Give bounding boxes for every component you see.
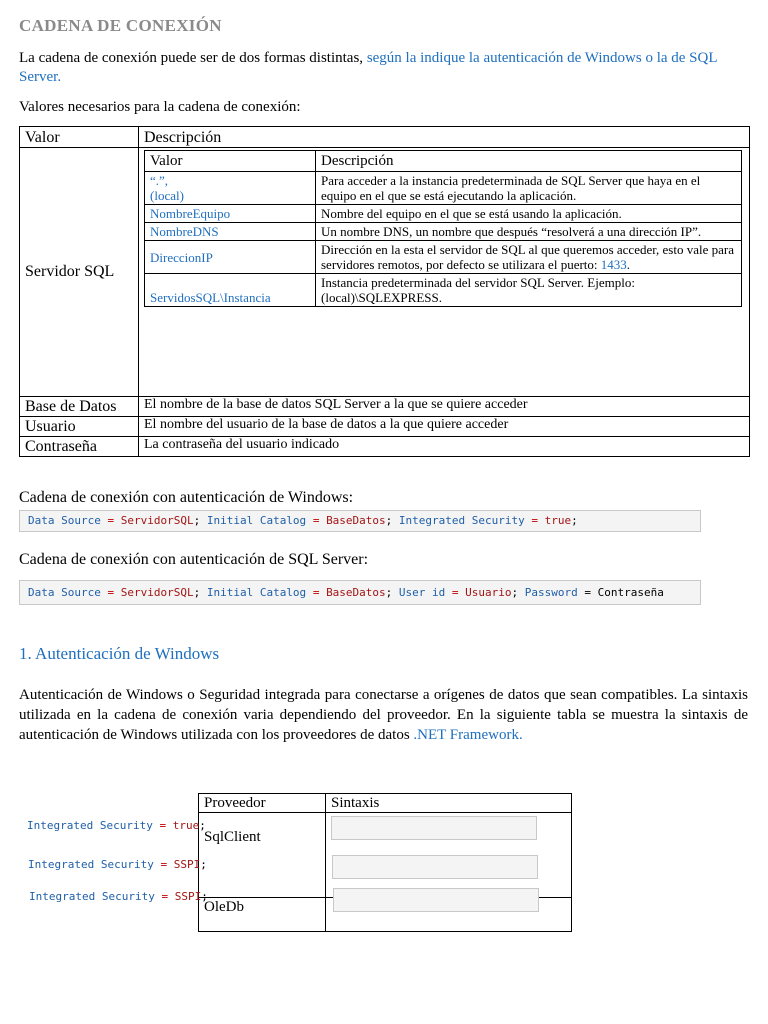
code-value: BaseDatos [326, 514, 386, 527]
syntax-box [332, 855, 538, 879]
code-value: ServidorSQL [120, 514, 194, 527]
header-descripcion: Descripción [139, 127, 750, 148]
code-key: Integrated Security [29, 890, 155, 903]
server-values-table [144, 150, 742, 307]
table-row [145, 241, 742, 274]
inner-header-valor: Valor [145, 151, 316, 172]
values-intro: Valores necesarios para la cadena de conexión: [19, 99, 301, 115]
code-semicolon: ; [385, 514, 393, 527]
inner-descripcion-text: . [626, 257, 631, 272]
inner-valor: ServidosSQL\Instancia [145, 274, 316, 307]
table-header-row [20, 127, 750, 148]
sql-conn-code [19, 580, 701, 605]
page-title: CADENA DE CONEXIÓN [19, 16, 222, 35]
code-key: Integrated Security [398, 514, 525, 527]
code-key: Data Source [28, 514, 101, 527]
inner-descripcion: Para acceder a la instancia predeterminada de SQL Server que haya en el equipo en el que se está ejecutando la aplicación. [316, 172, 742, 205]
code-eq: = [531, 514, 539, 527]
inner-valor [145, 172, 316, 205]
code-semicolon: ; [385, 586, 393, 599]
table-row [20, 148, 750, 397]
servidor-label: Servidor SQL [20, 148, 139, 397]
windows-conn-heading: Cadena de conexión con autenticación de Windows: [19, 489, 354, 506]
code-semicolon: ; [200, 858, 207, 871]
side-code [29, 890, 208, 903]
code-eq: = [161, 890, 169, 903]
section-heading: 1. Autenticación de Windows [19, 644, 220, 663]
header-valor: Valor [20, 127, 139, 148]
header-sintaxis: Sintaxis [326, 794, 572, 813]
inner-valor: DireccionIP [145, 241, 316, 274]
code-value: BaseDatos [326, 586, 386, 599]
windows-conn-code [19, 510, 701, 532]
code-eq: = [312, 586, 320, 599]
code-value: SSPI [174, 890, 202, 903]
inner-descripcion: Instancia predeterminada del servidor SQL Server. Ejemplo: (local)\SQLEXPRESS. [316, 274, 742, 307]
sql-conn-heading: Cadena de conexión con autenticación de SQL Server: [19, 551, 369, 568]
code-eq: = [107, 586, 115, 599]
servidor-cell [139, 148, 750, 397]
code-semicolon: ; [193, 514, 201, 527]
code-value: ServidorSQL [120, 586, 194, 599]
syntax-box [331, 816, 537, 840]
row-descripcion: El nombre de la base de datos SQL Server a la que se quiere acceder [139, 397, 750, 417]
connection-values-table [19, 126, 750, 457]
intro-text: La cadena de conexión puede ser de dos formas distintas, [19, 50, 367, 66]
code-eq: = [312, 514, 320, 527]
code-eq: = [107, 514, 115, 527]
table-row [20, 437, 750, 457]
inner-descripcion [316, 241, 742, 274]
net-framework-link[interactable]: .NET Framework. [413, 727, 523, 743]
code-value: true [172, 819, 200, 832]
code-key: User id [398, 586, 446, 599]
code-eq: = [160, 858, 168, 871]
code-key: Integrated Security [28, 858, 154, 871]
row-descripcion: El nombre del usuario de la base de datos a la que quiere acceder [139, 417, 750, 437]
section-paragraph [19, 685, 748, 745]
port-link: 1433 [600, 257, 627, 272]
syntax-box [333, 888, 539, 912]
header-proveedor: Proveedor [199, 794, 326, 813]
code-value: Contraseña [597, 586, 664, 599]
code-semicolon: ; [199, 819, 206, 832]
inner-header-descripcion: Descripción [316, 151, 742, 172]
inner-valor: NombreDNS [145, 223, 316, 241]
provider-header-row [199, 794, 572, 813]
inner-valor-line: (local) [150, 188, 184, 203]
inner-descripcion: Nombre del equipo en el que se está usando la aplicación. [316, 205, 742, 223]
table-row [145, 205, 742, 223]
inner-header-row [145, 151, 742, 172]
code-value: true [544, 514, 572, 527]
code-value: SSPI [173, 858, 201, 871]
code-eq: = [451, 586, 459, 599]
provider-name: SqlClient [199, 813, 326, 898]
row-label: Base de Datos [20, 397, 139, 417]
code-key: Initial Catalog [206, 586, 307, 599]
code-eq: = [159, 819, 167, 832]
intro-link[interactable]: según la indique la autenticación de Windows o la de SQL Server. [19, 50, 717, 85]
row-label: Contraseña [20, 437, 139, 457]
code-key: Password [524, 586, 578, 599]
table-row [20, 397, 750, 417]
code-value: Usuario [465, 586, 512, 599]
table-row [145, 172, 742, 205]
section-paragraph-text: Autenticación de Windows o Seguridad integrada para conectarse a orígenes de datos que sean compatibles. La sintaxis utilizada en la cadena de conexión varia dependiendo del proveedor. En la siguiente tabla se muestra la sintaxis de autenticación de Windows utilizada con los proveedores de datos [19, 687, 748, 743]
table-row [20, 417, 750, 437]
intro-paragraph [19, 49, 749, 87]
inner-valor-line: “.”, [150, 173, 169, 188]
row-label: Usuario [20, 417, 139, 437]
inner-descripcion: Un nombre DNS, un nombre que después “resolverá a una dirección IP”. [316, 223, 742, 241]
code-key: Data Source [28, 586, 101, 599]
provider-name: OleDb [199, 898, 326, 932]
code-semicolon: ; [193, 586, 201, 599]
code-eq: = [584, 586, 591, 599]
code-semicolon: ; [571, 514, 578, 527]
inner-descripcion-text: Dirección en la esta el servidor de SQL al que queremos acceder, esto vale para servidores remotos, por defecto se utilizara el puerto: [321, 242, 735, 272]
code-semicolon: ; [511, 586, 519, 599]
table-row [145, 223, 742, 241]
code-key: Initial Catalog [206, 514, 307, 527]
side-code [27, 819, 206, 832]
table-row [145, 274, 742, 307]
code-key: Integrated Security [27, 819, 153, 832]
code-semicolon: ; [201, 890, 208, 903]
row-descripcion: La contraseña del usuario indicado [139, 437, 750, 457]
inner-valor: NombreEquipo [145, 205, 316, 223]
side-code [28, 858, 207, 871]
